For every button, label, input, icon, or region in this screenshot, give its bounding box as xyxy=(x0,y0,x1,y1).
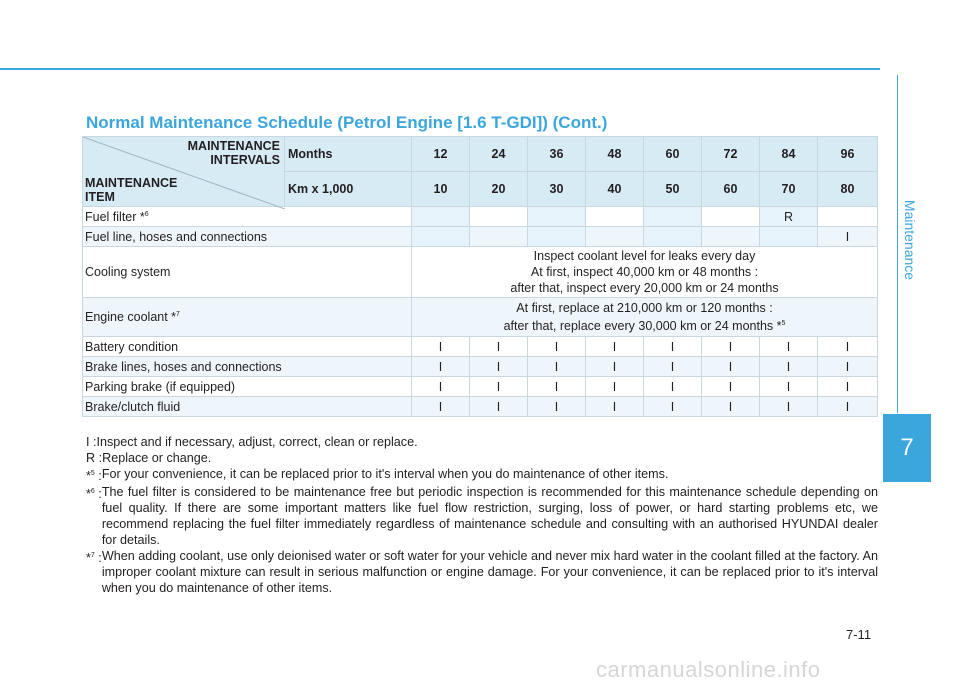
km-cell: 80 xyxy=(818,172,878,207)
km-label: Km x 1,000 xyxy=(285,172,412,207)
schedule-cell: I xyxy=(702,397,760,417)
section-title: Normal Maintenance Schedule (Petrol Engine [1.6 T-GDI]) (Cont.) xyxy=(86,113,608,132)
header-row-months xyxy=(83,137,878,172)
schedule-cell: I xyxy=(528,357,586,377)
months-cell: 84 xyxy=(760,137,818,172)
schedule-cell: I xyxy=(644,337,702,357)
schedule-cell xyxy=(528,207,586,227)
schedule-cell: I xyxy=(470,397,528,417)
months-cell: 12 xyxy=(412,137,470,172)
maintenance-item-cell: Fuel line, hoses and connections xyxy=(83,227,412,247)
table-row xyxy=(83,357,878,377)
schedule-cell xyxy=(412,207,470,227)
km-cell: 20 xyxy=(470,172,528,207)
schedule-cell xyxy=(702,227,760,247)
schedule-cell: I xyxy=(470,357,528,377)
schedule-cell: I xyxy=(818,397,878,417)
schedule-cell xyxy=(586,227,644,247)
table-row xyxy=(83,377,878,397)
schedule-cell: I xyxy=(528,377,586,397)
schedule-cell: I xyxy=(760,397,818,417)
schedule-cell: I xyxy=(586,397,644,417)
interval-note-cell: Inspect coolant level for leaks every day At first, inspect 40,000 km or 48 months : after that, inspect every 20,000 km or 24 months xyxy=(412,247,878,298)
schedule-cell: I xyxy=(644,377,702,397)
schedule-cell: I xyxy=(760,337,818,357)
schedule-cell xyxy=(586,207,644,227)
schedule-cell: I xyxy=(702,337,760,357)
maintenance-item-cell: Parking brake (if equipped) xyxy=(83,377,412,397)
months-cell: 36 xyxy=(528,137,586,172)
footnote: *$^7$ : When adding coolant, use only deionised water or soft water for your vehicle and never mix hard water in the coolant filled at the factory. An improper coolant mixture can result in serious malfunction or engine damage. For your convenience, it can be replaced prior to it's interval when you do maintenance of other items. xyxy=(86,549,878,596)
schedule-cell: I xyxy=(818,227,878,247)
maintenance-item-cell: Brake/clutch fluid xyxy=(83,397,412,417)
schedule-cell xyxy=(702,207,760,227)
km-cell: 40 xyxy=(586,172,644,207)
footnote: *$^6$ : The fuel filter is considered to be maintenance free but periodic inspection is recommended for this maintenance schedule depending on fuel quality. If there are some important matters like fuel flow restriction, surging, loss of power, or hard starting problems etc, we recommend replacing the fuel filter immediately regardless of maintenance schedule and consulting with an authorised HYUNDAI dealer for details. xyxy=(86,485,878,548)
months-label: Months xyxy=(285,137,412,172)
maintenance-item-cell: Engine coolant *$^7$ xyxy=(83,298,412,337)
footnote: *$^5$ : For your convenience, it can be replaced prior to it's interval when you do maintenance of other items. xyxy=(86,467,669,484)
km-cell: 30 xyxy=(528,172,586,207)
schedule-cell: I xyxy=(760,377,818,397)
corner-header-cell xyxy=(83,137,285,207)
schedule-cell: I xyxy=(528,337,586,357)
schedule-cell xyxy=(470,227,528,247)
schedule-cell: I xyxy=(760,357,818,377)
km-cell: 70 xyxy=(760,172,818,207)
footnote: R : Replace or change. xyxy=(86,451,212,465)
schedule-cell xyxy=(760,227,818,247)
top-rule xyxy=(0,68,880,70)
table-row xyxy=(83,227,878,247)
watermark: carmanualsonline.info xyxy=(596,657,821,682)
maintenance-item-cell: Fuel filter *$^6$ xyxy=(83,207,412,227)
table-row xyxy=(83,298,878,337)
maintenance-schedule-table xyxy=(82,136,878,417)
schedule-cell: I xyxy=(586,337,644,357)
corner-intervals-label: MAINTENANCE INTERVALS xyxy=(187,139,280,167)
side-rule xyxy=(897,75,898,413)
schedule-cell: I xyxy=(818,357,878,377)
schedule-cell xyxy=(644,207,702,227)
schedule-cell: I xyxy=(412,337,470,357)
interval-note-cell: At first, replace at 210,000 km or 120 months : after that, replace every 30,000 km or 24 months *$^5$ xyxy=(412,298,878,337)
schedule-cell: I xyxy=(644,397,702,417)
schedule-cell: I xyxy=(470,377,528,397)
schedule-cell xyxy=(644,227,702,247)
footnotes xyxy=(86,434,878,596)
months-cell: 96 xyxy=(818,137,878,172)
schedule-cell: I xyxy=(586,377,644,397)
km-cell: 60 xyxy=(702,172,760,207)
schedule-cell: I xyxy=(644,357,702,377)
table-row xyxy=(83,397,878,417)
maintenance-item-cell: Brake lines, hoses and connections xyxy=(83,357,412,377)
schedule-cell: I xyxy=(586,357,644,377)
schedule-cell xyxy=(818,207,878,227)
km-cell: 50 xyxy=(644,172,702,207)
months-cell: 60 xyxy=(644,137,702,172)
schedule-cell: I xyxy=(412,357,470,377)
maintenance-item-cell: Battery condition xyxy=(83,337,412,357)
schedule-cell: I xyxy=(412,397,470,417)
km-cell: 10 xyxy=(412,172,470,207)
schedule-cell: I xyxy=(702,377,760,397)
table-row xyxy=(83,207,878,227)
months-cell: 72 xyxy=(702,137,760,172)
side-section-label: Maintenance xyxy=(902,199,918,281)
maintenance-item-cell: Cooling system xyxy=(83,247,412,298)
corner-item-label: MAINTENANCE ITEM xyxy=(85,176,178,204)
footnote: I : Inspect and if necessary, adjust, correct, clean or replace. xyxy=(86,435,418,449)
schedule-cell: R xyxy=(760,207,818,227)
schedule-body xyxy=(83,207,878,417)
schedule-cell: I xyxy=(412,377,470,397)
schedule-cell xyxy=(528,227,586,247)
schedule-cell xyxy=(412,227,470,247)
schedule-cell: I xyxy=(818,337,878,357)
schedule-cell: I xyxy=(470,337,528,357)
chapter-tab[interactable]: 7 xyxy=(883,414,931,482)
months-cell: 48 xyxy=(586,137,644,172)
schedule-cell xyxy=(470,207,528,227)
schedule-cell: I xyxy=(818,377,878,397)
schedule-cell: I xyxy=(528,397,586,417)
page-number: 7-11 xyxy=(846,627,872,642)
table-row xyxy=(83,337,878,357)
schedule-cell: I xyxy=(702,357,760,377)
months-cell: 24 xyxy=(470,137,528,172)
table-row xyxy=(83,247,878,298)
